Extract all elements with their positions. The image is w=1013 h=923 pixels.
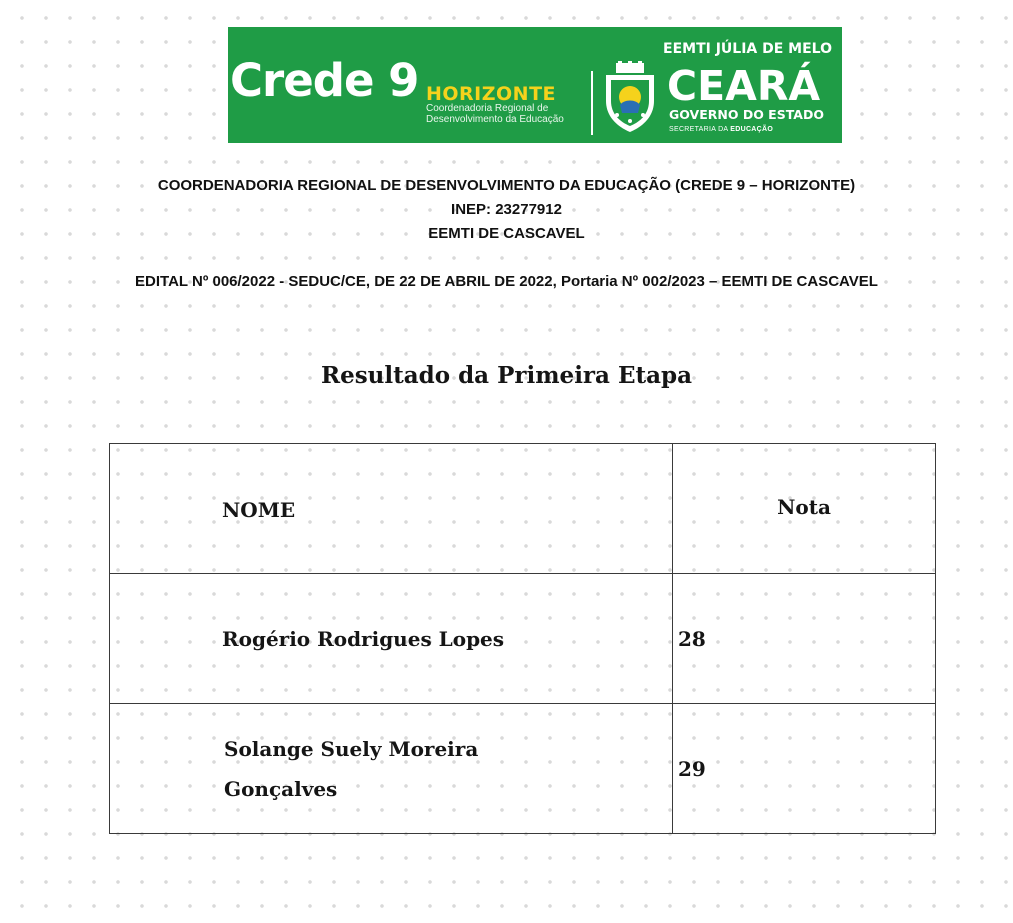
header-line-inep: INEP: 23277912 bbox=[451, 201, 562, 218]
cell-nota: 28 bbox=[673, 574, 936, 704]
crede-subtitle-line2: Desenvolvimento da Educação bbox=[426, 113, 564, 125]
edital-line: EDITAL Nº 006/2022 - SEDUC/CE, DE 22 DE ABRIL DE 2022, Portaria Nº 002/2023 – EEMTI DE CASCAVEL bbox=[135, 273, 878, 290]
document-header bbox=[0, 174, 1013, 246]
crede-subtitle-line1: Coordenadoria Regional de bbox=[426, 103, 549, 114]
government-label: GOVERNO DO ESTADO bbox=[669, 107, 824, 122]
school-name: EEMTI JÚLIA DE MELO bbox=[663, 41, 832, 57]
header-line-coordenadoria: COORDENADORIA REGIONAL DE DESENVOLVIMENTO DA EDUCAÇÃO (CREDE 9 – HORIZONTE) bbox=[157, 177, 856, 194]
header-banner bbox=[228, 27, 842, 143]
table-header-row bbox=[110, 444, 936, 574]
secretaria-label bbox=[669, 125, 773, 134]
cell-nome: Rogério Rodrigues Lopes bbox=[110, 574, 673, 704]
column-header-nota: Nota bbox=[673, 444, 936, 574]
state-name: CEARÁ bbox=[667, 62, 821, 110]
header-line-school: EEMTI DE CASCAVEL bbox=[428, 225, 585, 242]
secretaria-prefix: SECRETARIA DA bbox=[669, 126, 731, 133]
cell-nome: Solange Suely Moreira Gonçalves bbox=[110, 704, 673, 834]
table-row bbox=[110, 704, 936, 834]
cell-nota: 29 bbox=[673, 704, 936, 834]
crede-logo-text: Crede 9 bbox=[230, 54, 419, 107]
secretaria-name: EDUCAÇÃO bbox=[730, 126, 774, 133]
horizonte-label: HORIZONTE bbox=[426, 83, 557, 105]
banner-divider bbox=[591, 71, 593, 135]
page-title: Resultado da Primeira Etapa bbox=[320, 362, 693, 389]
column-header-nome: NOME bbox=[110, 444, 673, 574]
results-table bbox=[109, 443, 936, 834]
state-coat-of-arms-icon bbox=[602, 61, 658, 133]
crede-subtitle bbox=[426, 104, 596, 125]
table-row bbox=[110, 574, 936, 704]
